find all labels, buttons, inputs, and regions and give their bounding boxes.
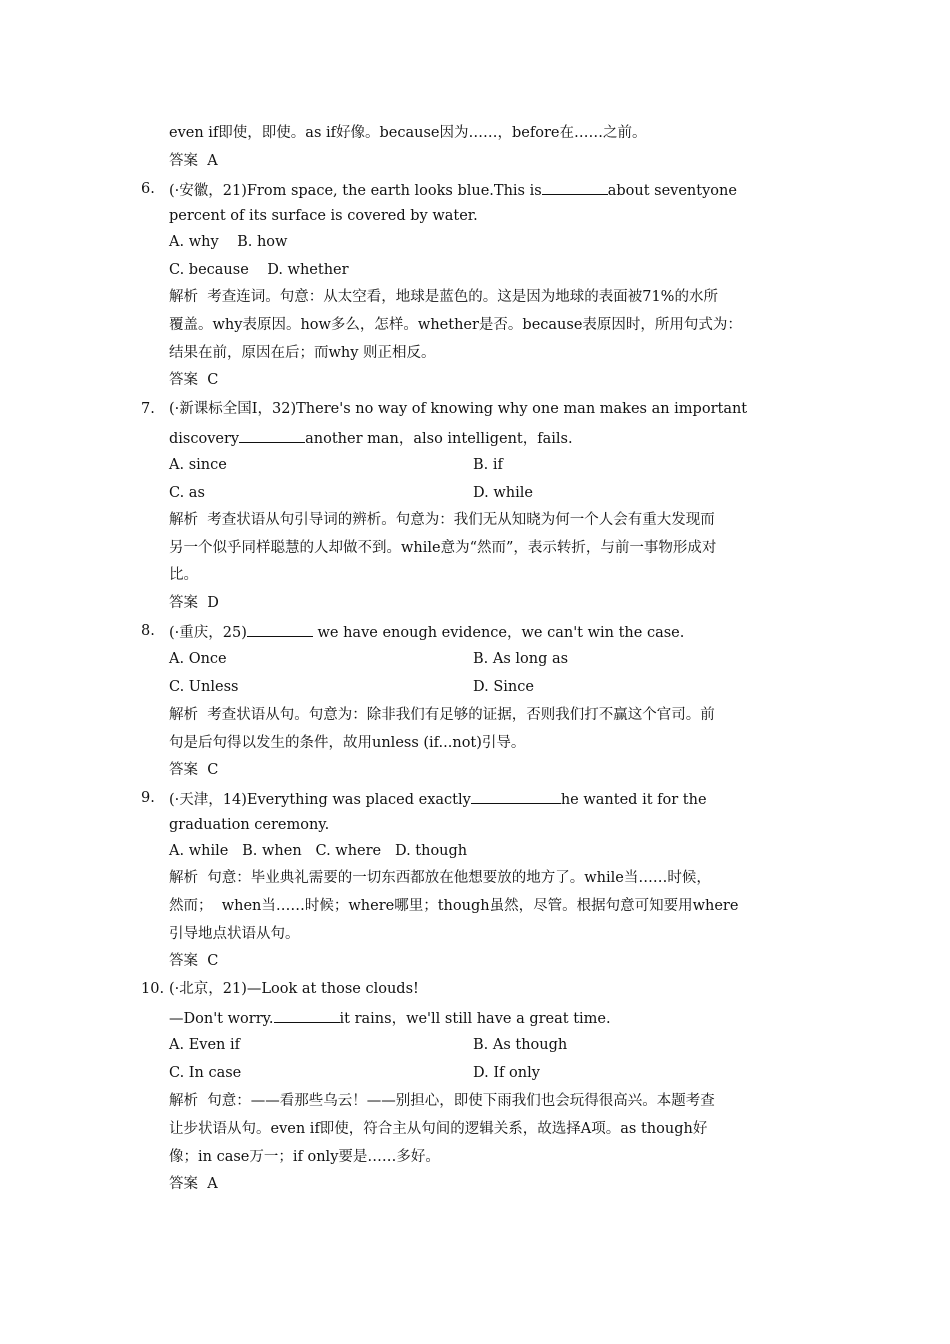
answer-blank xyxy=(274,1008,340,1023)
answer-line: 答案 C xyxy=(169,372,219,388)
stem-text: he wanted it for the xyxy=(560,792,707,808)
option-d: D. Since xyxy=(473,679,534,695)
option-d: D. while xyxy=(473,485,533,501)
question-stem xyxy=(169,180,737,200)
option-a: A. Even if xyxy=(169,1037,240,1053)
answer-line: 答案 C xyxy=(169,762,219,778)
explanation-line: 让步状语从句。even if即使，符合主从句间的逻辑关系，故选择A项。as though好 xyxy=(169,1121,708,1137)
question-stem xyxy=(169,789,707,809)
answer-line: 答案 A xyxy=(169,1176,218,1192)
option-a: A. since xyxy=(169,457,227,473)
explanation-line: 另一个似乎同样聪慧的人却做不到。while意为“然而”，表示转折，与前一事物形成对 xyxy=(169,540,717,556)
question-number: 10. xyxy=(141,981,165,997)
question-stem xyxy=(169,428,573,448)
stem-text: we have enough evidence，we can't win the case. xyxy=(312,625,685,641)
answer-line: 答案 C xyxy=(169,953,219,969)
explanation-line: 解析 考查连词。句意：从太空看，地球是蓝色的。这是因为地球的表面被71%的水所 xyxy=(169,289,718,305)
option-b: B. if xyxy=(473,457,503,473)
explanation-line: 解析 考查状语从句。句意为：除非我们有足够的证据，否则我们打不赢这个官司。前 xyxy=(169,707,715,723)
answer-line: 答案 A xyxy=(169,153,218,169)
question-number: 9. xyxy=(141,790,155,806)
option-a: A. Once xyxy=(169,651,227,667)
question-stem: (·北京，21)—Look at those clouds! xyxy=(169,981,419,997)
stem-text: another man，also intelligent，fails. xyxy=(305,431,573,447)
explanation-line: 然而； when当……时候；where哪里；though虽然，尽管。根据句意可知要用where xyxy=(169,898,739,914)
explanation-line: 像；in case万一；if only要是……多好。 xyxy=(169,1149,440,1165)
stem-text: it rains，we'll still have a great time. xyxy=(339,1011,611,1027)
explanation-line: 解析 考查状语从句引导词的辨析。句意为：我们无从知晓为何一个人会有重大发现而 xyxy=(169,512,715,528)
explanation-line: 句是后句得以发生的条件，故用unless (if...not)引导。 xyxy=(169,735,526,751)
option-c: C. In case xyxy=(169,1065,242,1081)
answer-line: 答案 D xyxy=(169,595,219,611)
question-stem xyxy=(169,1008,611,1028)
explanation-line: 引导地点状语从句。 xyxy=(169,926,300,942)
explanation-line: 解析 句意：——看那些乌云！——别担心，即使下雨我们也会玩得很高兴。本题考查 xyxy=(169,1093,715,1109)
option-b: B. As though xyxy=(473,1037,568,1053)
answer-blank xyxy=(247,622,313,637)
stem-text: —Don't worry. xyxy=(169,1011,274,1027)
option-c: C. Unless xyxy=(169,679,239,695)
option-line: A. while B. when C. where D. though xyxy=(169,843,468,859)
question-stem xyxy=(169,622,684,642)
question-number: 7. xyxy=(141,401,155,417)
answer-blank xyxy=(471,789,561,804)
stem-text: about seventyone xyxy=(607,183,737,199)
text-line: even if即使，即使。as if好像。because因为……，before在……之前。 xyxy=(169,125,647,141)
option-line: C. because D. whether xyxy=(169,262,349,278)
explanation-line: 比。 xyxy=(169,567,198,583)
stem-text: (·天津，14)Everything was placed exactly xyxy=(169,792,471,808)
question-stem: percent of its surface is covered by water. xyxy=(169,208,478,224)
stem-text: (·重庆，25) xyxy=(169,625,247,641)
stem-text: (·安徽，21)From space, the earth looks blue.This is xyxy=(169,183,542,199)
option-line: A. why B. how xyxy=(169,234,288,250)
explanation-line: 解析 句意：毕业典礼需要的一切东西都放在他想要放的地方了。while当……时候， xyxy=(169,870,711,886)
question-stem: (·新课标全国Ⅰ，32)There's no way of knowing why one man makes an important xyxy=(169,401,748,417)
question-number: 6. xyxy=(141,181,155,197)
explanation-line: 覆盖。why表原因。how多么，怎样。whether是否。because表原因时，所用句式为： xyxy=(169,317,742,333)
option-c: C. as xyxy=(169,485,205,501)
explanation-line: 结果在前，原因在后；而why 则正相反。 xyxy=(169,345,436,361)
stem-text: discovery xyxy=(169,431,240,447)
option-d: D. If only xyxy=(473,1065,540,1081)
answer-blank xyxy=(542,180,608,195)
question-stem: graduation ceremony. xyxy=(169,817,330,833)
answer-blank xyxy=(239,428,305,443)
option-b: B. As long as xyxy=(473,651,569,667)
question-number: 8. xyxy=(141,623,155,639)
